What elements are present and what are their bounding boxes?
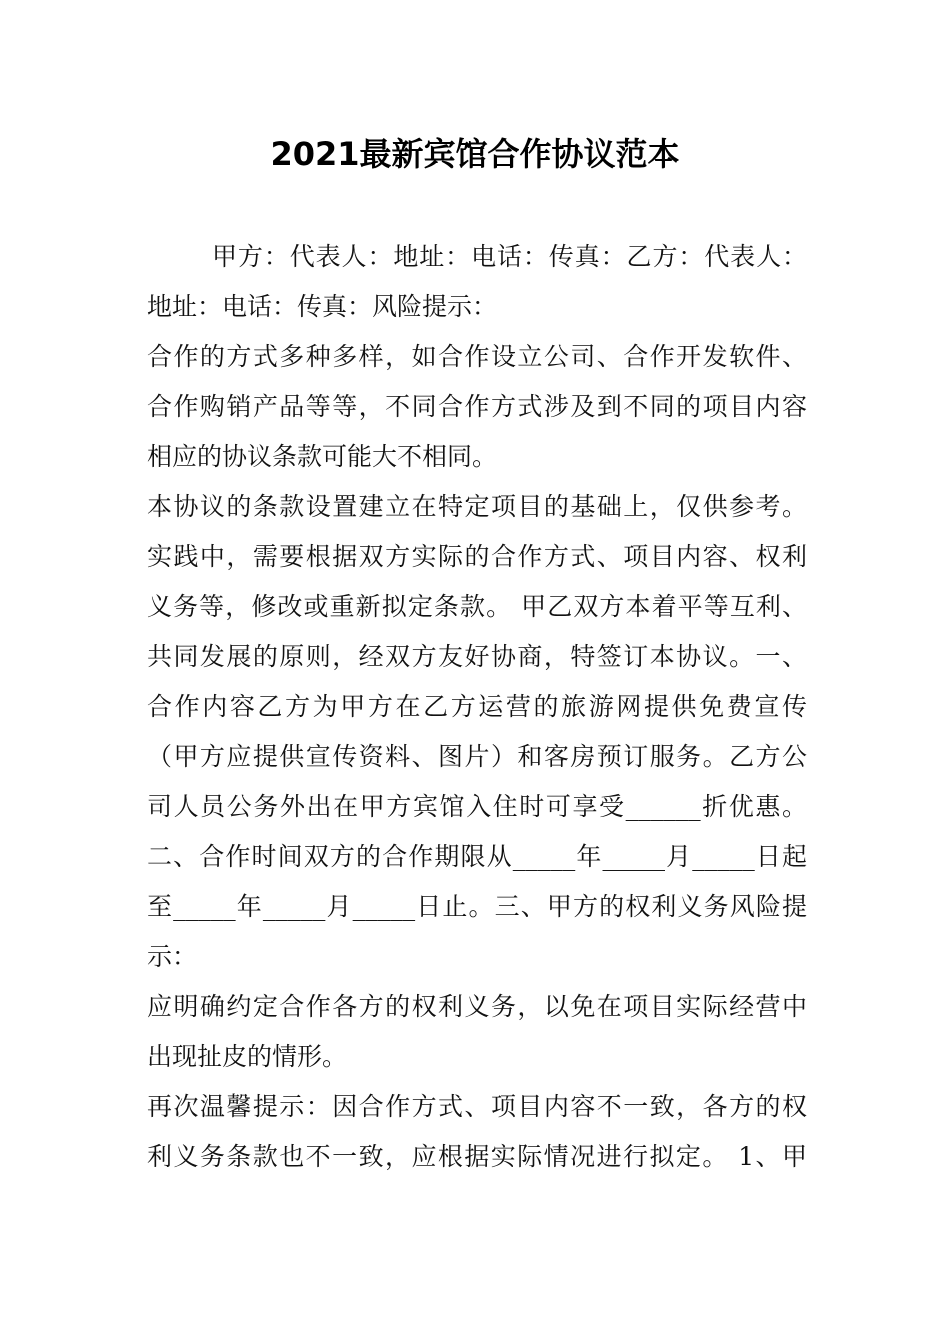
body-line: 本协议的条款设置建立在特定项目的基础上，仅供参考。 (147, 492, 807, 521)
body-line: 示： (147, 942, 198, 971)
body-line: 实践中，需要根据双方实际的合作方式、项目内容、权利 (147, 542, 807, 571)
body-line: （甲方应提供宣传资料、图片）和客房预订服务。乙方公 (147, 742, 807, 771)
body-line: 再次温馨提示：因合作方式、项目内容不一致，各方的权 (147, 1092, 807, 1121)
body-line: 司人员公务外出在甲方宾馆入住时可享受______折优惠。 (147, 792, 807, 821)
body-line: 出现扯皮的情形。 (147, 1042, 348, 1071)
body-line: 义务等，修改或重新拟定条款。 甲乙双方本着平等互利、 (147, 592, 807, 621)
body-line: 相应的协议条款可能大不相同。 (147, 442, 498, 471)
body-line: 至_____年_____月_____日止。三、甲方的权利义务风险提 (147, 892, 807, 921)
body-line: 共同发展的原则，经双方友好协商，特签订本协议。一、 (147, 642, 807, 671)
body-line: 应明确约定合作各方的权利义务，以免在项目实际经营中 (147, 992, 807, 1021)
body-line: 合作的方式多种多样，如合作设立公司、合作开发软件、 (147, 342, 807, 371)
body-line: 甲方：代表人：地址：电话：传真：乙方：代表人： (212, 242, 807, 271)
document-title: 2021最新宾馆合作协议范本 (270, 135, 680, 173)
body-line: 地址：电话：传真：风险提示： (147, 292, 498, 321)
body-line: 合作内容乙方为甲方在乙方运营的旅游网提供免费宣传 (147, 692, 807, 721)
body-line: 利义务条款也不一致，应根据实际情况进行拟定。 1、甲 (147, 1142, 807, 1171)
body-line: 二、合作时间双方的合作期限从_____年_____月_____日起 (147, 842, 807, 871)
body-line: 合作购销产品等等，不同合作方式涉及到不同的项目内容 (147, 392, 807, 421)
